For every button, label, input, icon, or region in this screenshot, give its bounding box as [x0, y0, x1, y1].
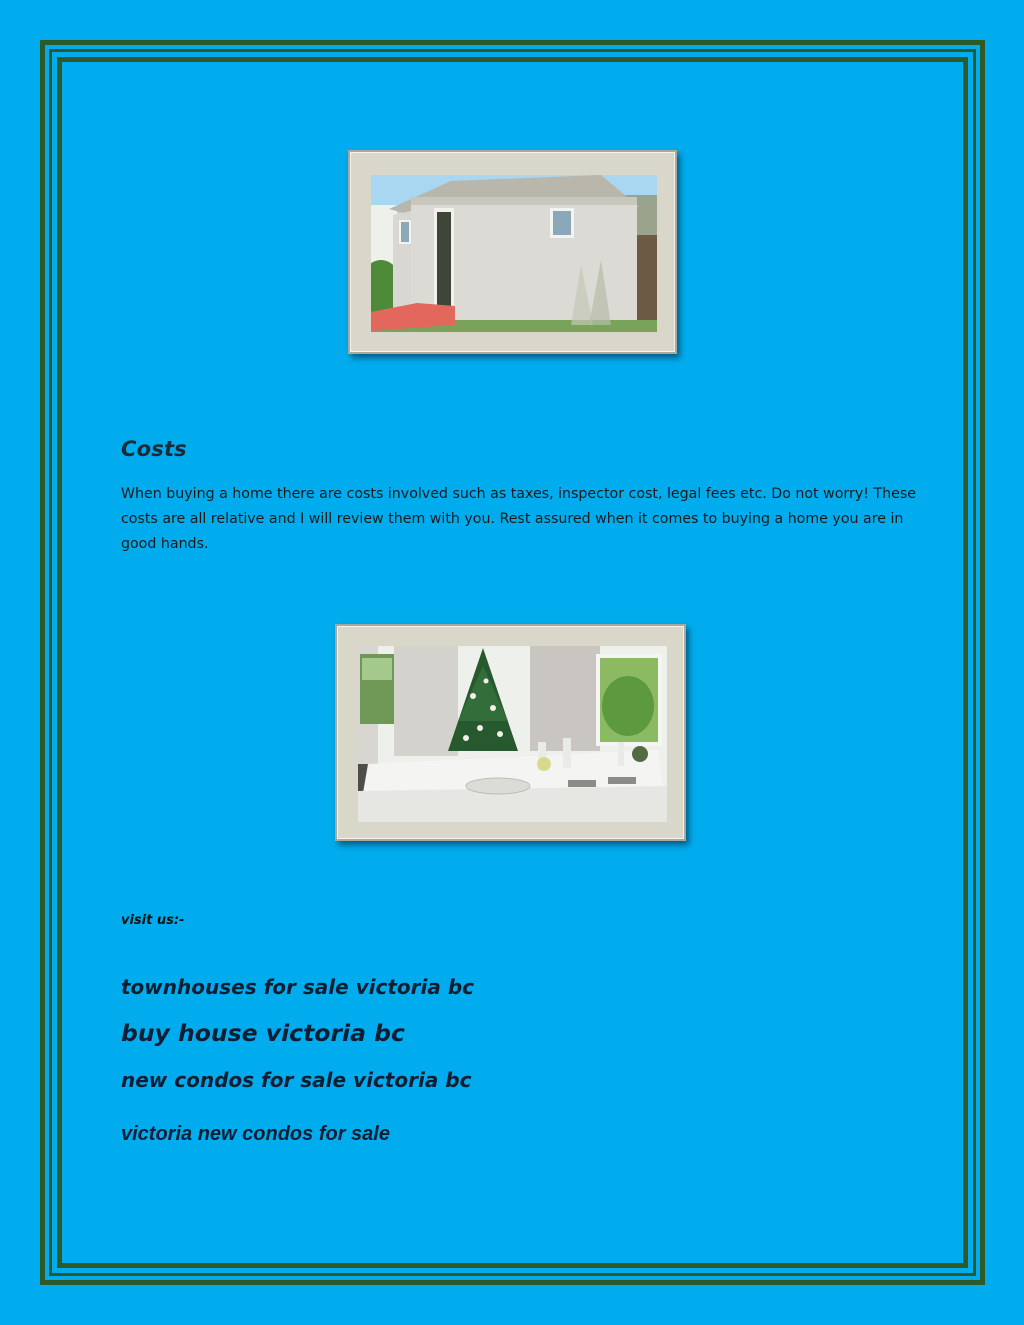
- section-heading: Costs: [121, 437, 187, 461]
- visit-label: visit us:-: [121, 913, 185, 928]
- link-victoria-new-condos[interactable]: victoria new condos for sale: [121, 1123, 390, 1145]
- link-townhouses-for-sale[interactable]: townhouses for sale victoria bc: [121, 975, 475, 999]
- christmas-dining-room-photo: [358, 646, 667, 822]
- link-new-condos-for-sale[interactable]: new condos for sale victoria bc: [121, 1068, 472, 1092]
- section-paragraph: When buying a home there are costs involved such as taxes, inspector cost, legal fees etc. Do not worry! These costs are all relative and I will review them with you. Rest assured when it comes to buying a home you are in good hands.: [121, 486, 916, 552]
- dining-room-photo-frame: [335, 624, 686, 841]
- link-buy-house[interactable]: buy house victoria bc: [121, 1019, 405, 1047]
- cottage-photo-frame: [348, 150, 677, 354]
- cottage-shed-photo: [371, 175, 657, 332]
